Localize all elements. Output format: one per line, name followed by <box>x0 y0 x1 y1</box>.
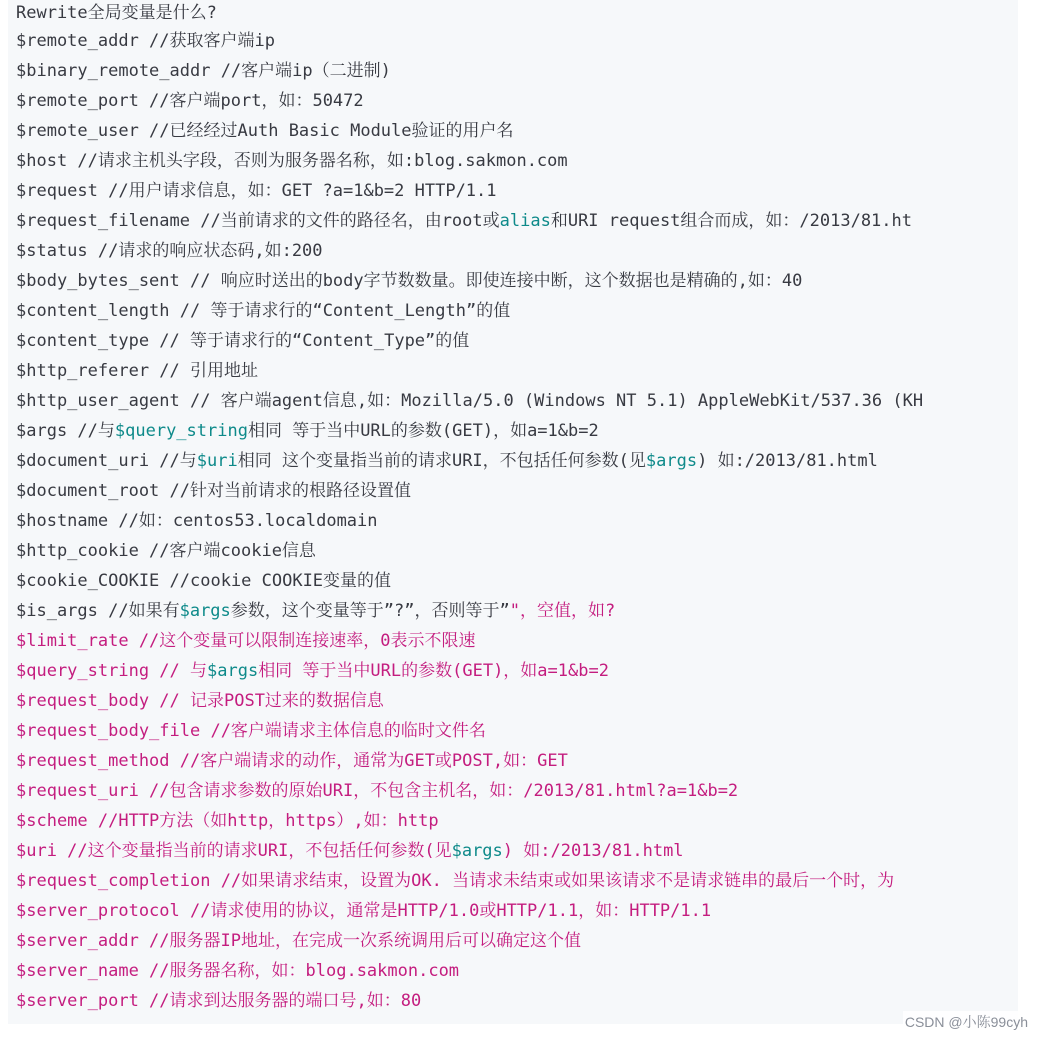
code-text: "，空值，如? <box>509 601 616 621</box>
code-text: $args //与 <box>16 421 115 441</box>
code-text: 相同 等于当中URL的参数(GET)，如a=1&b=2 <box>258 661 609 681</box>
code-text: $document_root //针对当前请求的根路径设置值 <box>16 481 411 501</box>
code-line <box>16 506 923 536</box>
code-text: $request_uri //包含请求参数的原始URI，不包含主机名，如：/2013/81.html?a=1&b=2 <box>16 781 739 801</box>
code-line <box>16 206 923 236</box>
code-text: $content_type // 等于请求行的“Content_Type”的值 <box>16 331 470 351</box>
code-line <box>16 476 923 506</box>
code-text: 相同 这个变量指当前的请求URI，不包括任何参数(见 <box>237 451 646 471</box>
code-line <box>16 656 923 686</box>
code-variable: $args <box>451 841 503 861</box>
code-block <box>8 0 1018 1024</box>
code-text: ) 如:/2013/81.html <box>502 841 684 861</box>
code-text: $body_bytes_sent // 响应时送出的body字节数数量。即使连接中断，这个数据也是精确的,如：40 <box>16 271 803 291</box>
code-line <box>16 26 923 56</box>
code-variable: $args <box>179 601 231 621</box>
code-text: $cookie_COOKIE //cookie COOKIE变量的值 <box>16 571 392 591</box>
code-line <box>16 416 923 446</box>
code-line <box>16 686 923 716</box>
code-text: $remote_addr //获取客户端ip <box>16 31 275 51</box>
code-text: $remote_port //客户端port，如：50472 <box>16 91 364 111</box>
code-line <box>16 806 923 836</box>
code-line <box>16 86 923 116</box>
code-text: $request_body_file //客户端请求主体信息的临时文件名 <box>16 721 486 741</box>
code-variable: alias <box>499 211 551 231</box>
code-line <box>16 986 923 1016</box>
code-line <box>16 266 923 296</box>
code-text: $request_method //客户端请求的动作，通常为GET或POST,如：GET <box>16 751 568 771</box>
code-text: $content_length // 等于请求行的“Content_Length”的值 <box>16 301 511 321</box>
code-text: $server_addr //服务器IP地址，在完成一次系统调用后可以确定这个值 <box>16 931 581 951</box>
code-variable: $query_string <box>114 421 248 441</box>
code-line <box>16 326 923 356</box>
code-text: $http_referer // 引用地址 <box>16 361 258 381</box>
code-lines <box>16 0 923 1016</box>
code-line <box>16 776 923 806</box>
code-text: $remote_user //已经经过Auth Basic Module验证的用户名 <box>16 121 514 141</box>
code-text: $is_args //如果有 <box>16 601 180 621</box>
code-text: $request_completion //如果请求结束，设置为OK. 当请求未结束或如果该请求不是请求链串的最后一个时，为 <box>16 871 895 891</box>
code-text: $request //用户请求信息，如：GET ?a=1&b=2 HTTP/1.1 <box>16 181 497 201</box>
code-text: 和URI request组合而成，如：/2013/81.ht <box>550 211 912 231</box>
code-line <box>16 446 923 476</box>
code-text: $document_uri //与 <box>16 451 197 471</box>
code-text: $request_body // 记录POST过来的数据信息 <box>16 691 384 711</box>
code-text: $http_cookie //客户端cookie信息 <box>16 541 316 561</box>
code-variable: $args <box>645 451 698 471</box>
code-text: $server_port //请求到达服务器的端口号,如：80 <box>16 991 422 1011</box>
csdn-watermark: CSDN @小陈99cyh <box>903 1011 1030 1033</box>
code-line <box>16 176 923 206</box>
code-text: $query_string // 与 <box>16 661 207 681</box>
code-text: $hostname //如：centos53.localdomain <box>16 511 378 531</box>
code-text: Rewrite全局变量是什么? <box>16 3 217 23</box>
code-line <box>16 716 923 746</box>
code-text: $server_name //服务器名称，如：blog.sakmon.com <box>16 961 460 981</box>
code-line <box>16 566 923 596</box>
code-variable: $args <box>207 661 259 681</box>
code-line <box>16 356 923 386</box>
code-line <box>16 866 923 896</box>
code-line <box>16 116 923 146</box>
code-text: $scheme //HTTP方法（如http，https）,如：http <box>16 811 439 831</box>
code-text: $server_protocol //请求使用的协议，通常是HTTP/1.0或HTTP/1.1，如：HTTP/1.1 <box>16 901 712 921</box>
code-line <box>16 146 923 176</box>
code-line <box>16 626 923 656</box>
code-text: $limit_rate //这个变量可以限制连接速率，0表示不限速 <box>16 631 476 651</box>
code-line <box>16 56 923 86</box>
code-line <box>16 836 923 866</box>
code-line <box>16 956 923 986</box>
code-text: 参数，这个变量等于”?”，否则等于” <box>230 601 510 621</box>
code-line <box>16 296 923 326</box>
code-line <box>16 386 923 416</box>
code-text: $request_filename //当前请求的文件的路径名，由root或 <box>16 211 500 231</box>
code-line <box>16 596 923 626</box>
code-line <box>16 926 923 956</box>
code-text: $http_user_agent // 客户端agent信息,如：Mozilla/5.0 (Windows NT 5.1) AppleWebKit/537.36 (KH <box>16 391 924 411</box>
code-text: 相同 等于当中URL的参数(GET)，如a=1&b=2 <box>247 421 599 441</box>
code-text: $status //请求的响应状态码,如:200 <box>16 241 323 261</box>
code-line <box>16 746 923 776</box>
code-line <box>16 0 923 26</box>
code-line <box>16 236 923 266</box>
code-text: ) 如:/2013/81.html <box>697 451 878 471</box>
code-line <box>16 536 923 566</box>
code-text: $uri //这个变量指当前的请求URI，不包括任何参数(见 <box>16 841 452 861</box>
code-variable: $uri <box>196 451 238 471</box>
code-text: $binary_remote_addr //客户端ip（二进制) <box>16 61 391 81</box>
code-line <box>16 896 923 926</box>
code-text: $host //请求主机头字段，否则为服务器名称，如:blog.sakmon.com <box>16 151 568 171</box>
